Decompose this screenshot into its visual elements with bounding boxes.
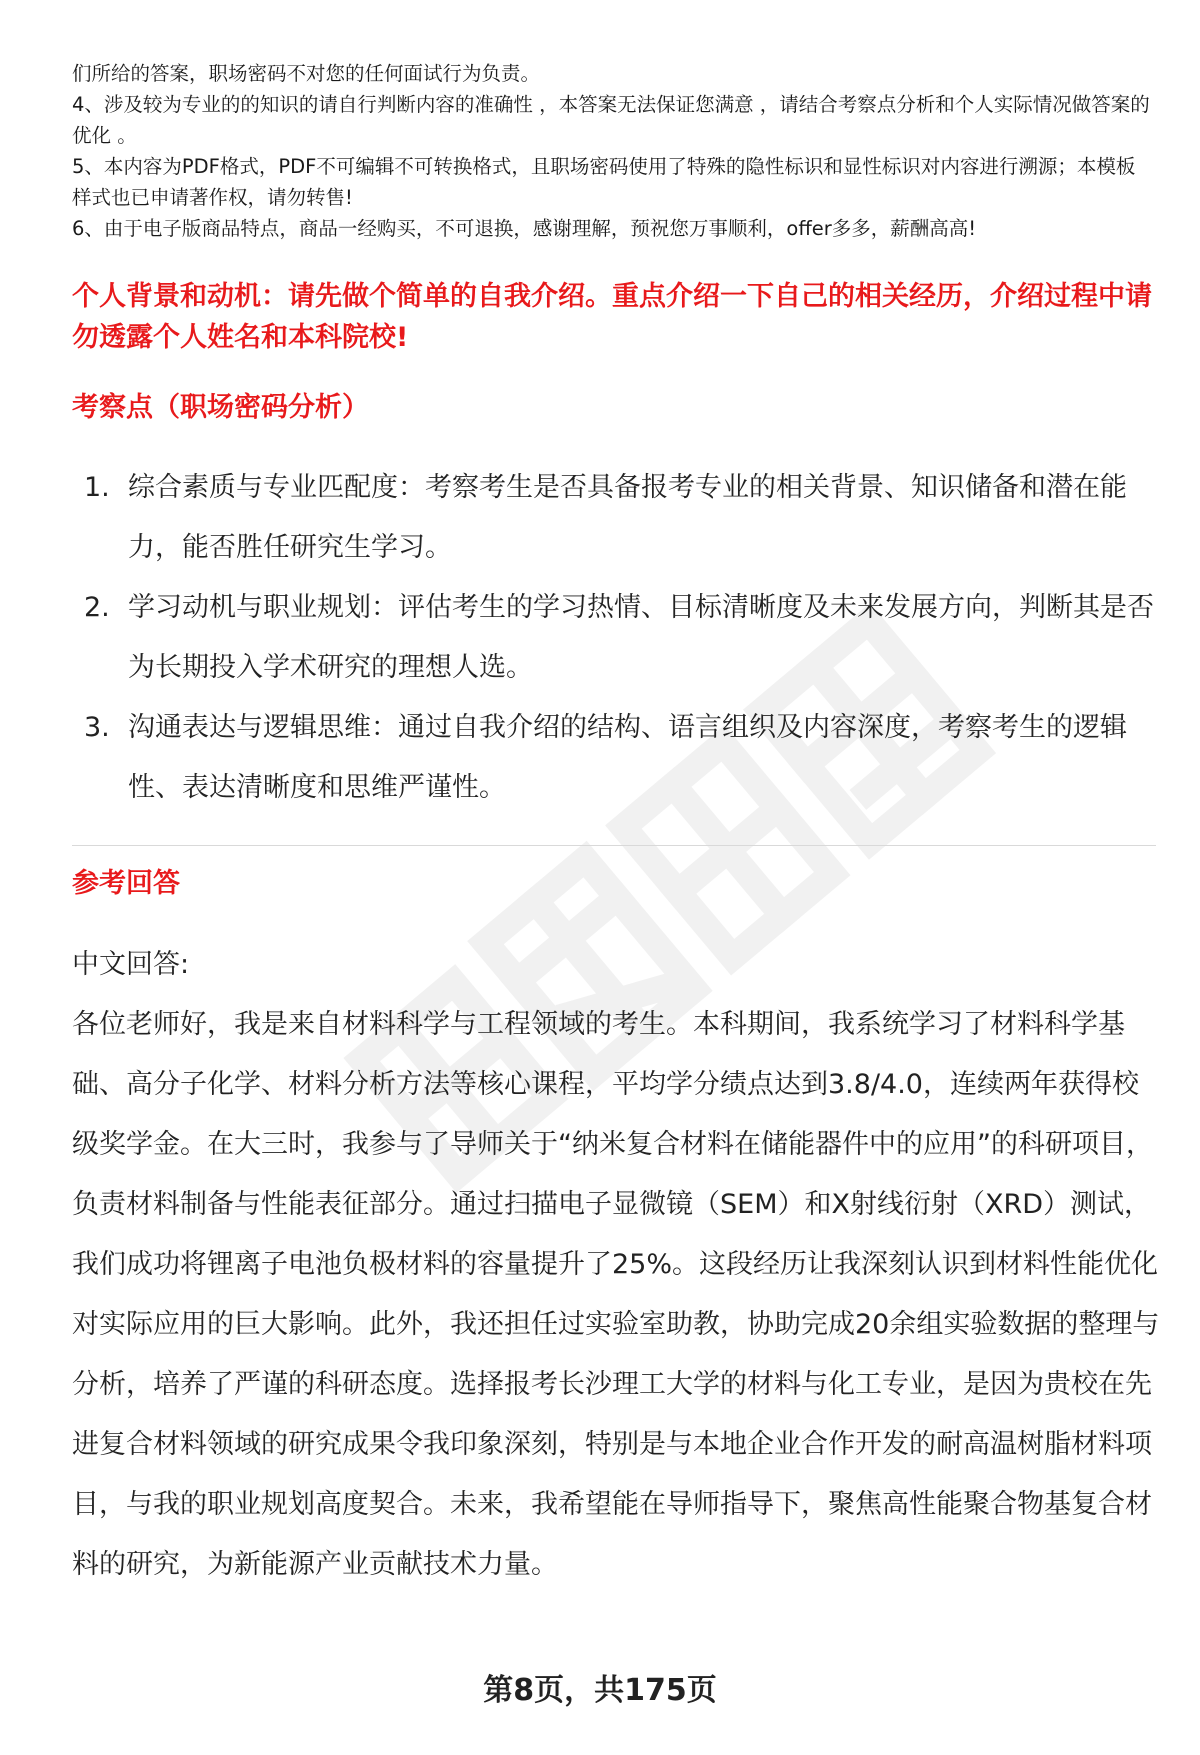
answer-body: 各位老师好，我是来自材料科学与工程领域的考生。本科期间，我系统学习了材料科学基础、高分子化学、材料分析方法等核心课程，平均学分绩点达到3.8/4.0，连续两年获得校级奖学金。在大三时，我参与了导师关于“纳米复合材料在储能器件中的应用”的科研项目，负责材料制备与性能表征部分。通过扫描电子显微镜（SEM）和X射线衍射（XRD）测试，我们成功将锂离子电池负极材料的容量提升了25%。这段经历让我深刻认识到材料性能优化对实际应用的巨大影响。此外，我还担任过实验室助教，协助完成20余组实验数据的整理与分析，培养了严谨的科研态度。选择报考长沙理工大学的材料与化工专业，是因为贵校在先进复合材料领域的研究成果令我印象深刻，特别是与本地企业合作开发的耐高温树脂材料项目，与我的职业规划高度契合。未来，我希望能在导师指导下，聚焦高性能聚合物基复合材料的研究，为新能源产业贡献技术力量。 [72, 1009, 1160, 1580]
list-item-text: 沟通表达与逻辑思维：通过自我介绍的结构、语言组织及内容深度，考察考生的逻辑性、表达清晰度和思维严谨性。 [128, 712, 1127, 803]
note-line: 6、由于电子版商品特点，商品一经购买，不可退换，感谢理解，预祝您万事顺利，offer多多，薪酬高高! [72, 217, 977, 240]
interview-question: 个人背景和动机：请先做个简单的自我介绍。重点介绍一下自己的相关经历，介绍过程中请勿透露个人姓名和本科院校! [72, 281, 1152, 353]
note-line: 们所给的答案，职场密码不对您的任何面试行为负责。 [72, 62, 541, 85]
disclaimer-notes [72, 58, 1152, 244]
list-item-number: 2. [84, 592, 110, 623]
list-item [72, 698, 1162, 818]
note-line: 4、涉及较为专业的的知识的请自行判断内容的准确性 ，本答案无法保证您满意 ，请结合考察点分析和个人实际情况做答案的优化 。 [72, 93, 1150, 147]
page-number: 第8页，共175页 [483, 1673, 717, 1708]
reference-answer [72, 935, 1162, 1595]
list-item-number: 3. [84, 712, 110, 743]
answer-section-title: 参考回答 [72, 868, 180, 899]
section-divider [72, 845, 1156, 846]
list-item [72, 578, 1162, 698]
list-item-number: 1. [84, 472, 110, 503]
points-section-title: 考察点（职场密码分析） [72, 392, 369, 423]
list-item-text: 学习动机与职业规划：评估考生的学习热情、目标清晰度及未来发展方向，判断其是否为长期投入学术研究的理想人选。 [128, 592, 1154, 683]
list-item [72, 458, 1162, 578]
answer-label: 中文回答: [72, 949, 190, 980]
assessment-points-list [72, 458, 1162, 818]
note-line: 5、本内容为PDF格式，PDF不可编辑不可转换格式，且职场密码使用了特殊的隐性标识和显性标识对内容进行溯源；本模板样式也已申请著作权，请勿转售! [72, 155, 1136, 209]
list-item-text: 综合素质与专业匹配度：考察考生是否具备报考专业的相关背景、知识储备和潜在能力，能否胜任研究生学习。 [128, 472, 1127, 563]
